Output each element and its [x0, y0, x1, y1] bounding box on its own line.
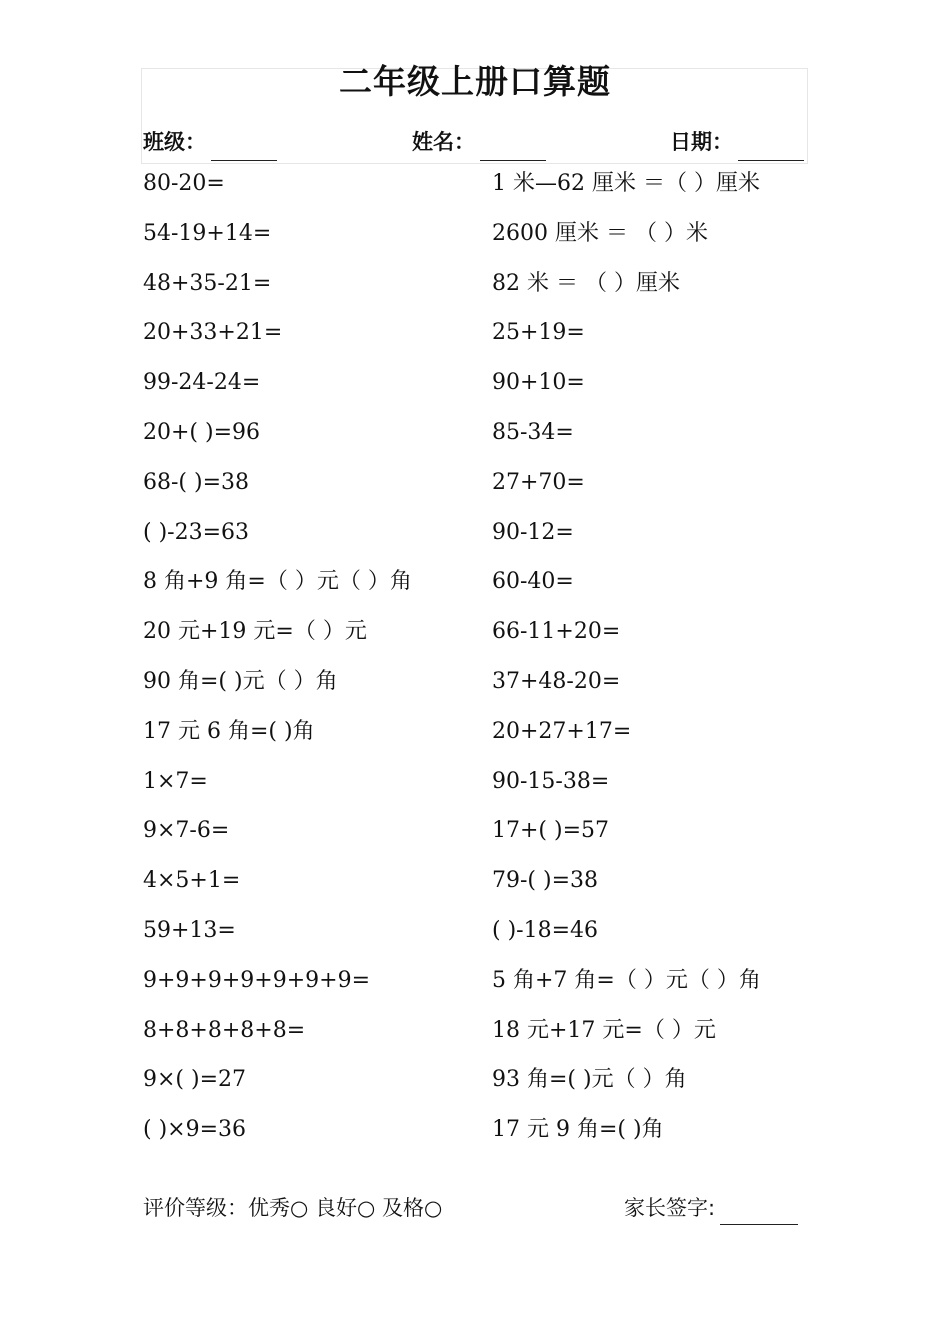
question-item: 9×( )=27: [143, 1067, 247, 1092]
question-item: ( )-23=63: [143, 520, 250, 545]
question-item: 27+70=: [492, 470, 585, 495]
question-item: 2600 厘米 ＝ （ ）米: [492, 221, 708, 246]
question-item: 48+35-21=: [143, 271, 272, 296]
question-item: ( )-18=46: [492, 918, 599, 943]
question-item: 17 元 9 角=( )角: [492, 1117, 664, 1142]
question-item: 90-12=: [492, 520, 574, 545]
name-blank[interactable]: [480, 160, 546, 161]
question-item: 90-15-38=: [492, 769, 610, 794]
question-item: 17+( )=57: [492, 818, 610, 843]
question-item: ( )×9=36: [143, 1117, 247, 1142]
question-item: 20+27+17=: [492, 719, 632, 744]
question-item: 93 角=( )元（ ）角: [492, 1067, 687, 1092]
rating-line: 评价等级：优秀○ 良好○ 及格○: [143, 1196, 443, 1220]
question-item: 68-( )=38: [143, 470, 250, 495]
question-item: 90+10=: [492, 370, 585, 395]
question-item: 18 元+17 元=（ ）元: [492, 1018, 716, 1043]
question-item: 20 元+19 元=（ ）元: [143, 619, 367, 644]
question-item: 66-11+20=: [492, 619, 621, 644]
question-item: 20+( )=96: [143, 420, 261, 445]
question-item: 8+8+8+8+8=: [143, 1018, 306, 1043]
question-item: 54-19+14=: [143, 221, 272, 246]
parent-signature-label: 家长签字:: [624, 1196, 716, 1220]
class-blank[interactable]: [211, 160, 277, 161]
question-item: 20+33+21=: [143, 320, 283, 345]
question-item: 9+9+9+9+9+9+9=: [143, 968, 371, 993]
question-item: 60-40=: [492, 569, 574, 594]
question-item: 1×7=: [143, 769, 208, 794]
question-item: 1 米—62 厘米 ＝（ ）厘米: [492, 171, 760, 196]
question-item: 59+13=: [143, 918, 236, 943]
question-item: 82 米 ＝ （ ）厘米: [492, 271, 680, 296]
question-item: 9×7-6=: [143, 818, 230, 843]
question-item: 85-34=: [492, 420, 574, 445]
question-item: 17 元 6 角=( )角: [143, 719, 315, 744]
worksheet-title: 二年级上册口算题: [339, 62, 611, 101]
question-item: 79-( )=38: [492, 868, 599, 893]
question-item: 25+19=: [492, 320, 585, 345]
question-item: 5 角+7 角=（ ）元（ ）角: [492, 968, 761, 993]
name-label: 姓名：: [412, 130, 475, 154]
question-item: 4×5+1=: [143, 868, 241, 893]
date-blank[interactable]: [738, 160, 804, 161]
question-item: 99-24-24=: [143, 370, 261, 395]
question-item: 8 角+9 角=（ ）元（ ）角: [143, 569, 412, 594]
question-item: 37+48-20=: [492, 669, 621, 694]
question-item: 80-20=: [143, 171, 225, 196]
class-label: 班级：: [143, 130, 206, 154]
parent-signature-blank[interactable]: [720, 1224, 798, 1225]
question-item: 90 角=( )元（ ）角: [143, 669, 338, 694]
date-label: 日期：: [670, 130, 733, 154]
